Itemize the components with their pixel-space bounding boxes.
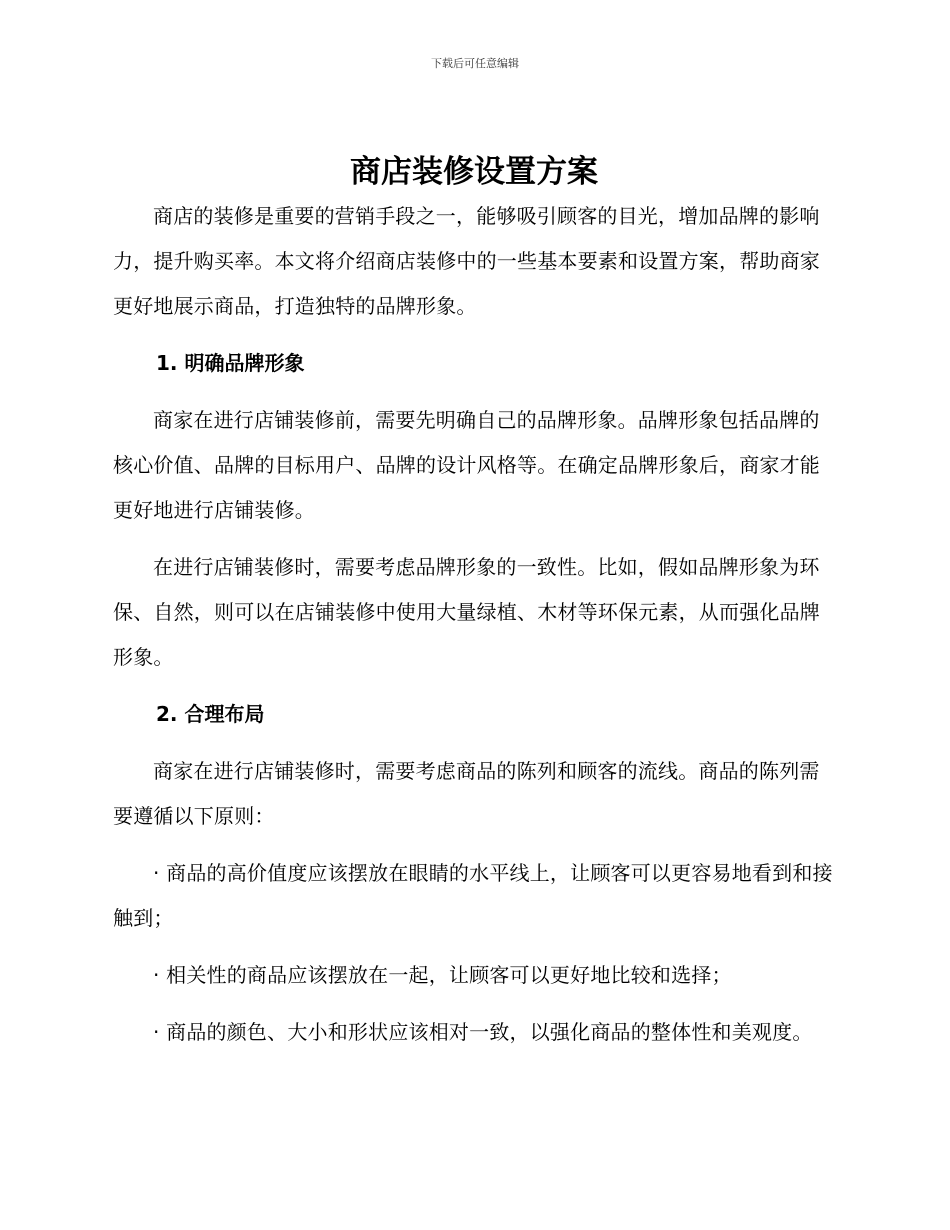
paragraph: 商家在进行店铺装修前，需要先明确自己的品牌形象。品牌形象包括品牌的核心价值、品牌的目标用户、品牌的设计风格等。在确定品牌形象后，商家才能更好地进行店铺装修。 <box>113 408 820 522</box>
header-note: 下载后可任意编辑 <box>431 57 519 70</box>
section-heading-layout: 2. 合理布局 <box>156 702 265 726</box>
intro-paragraph: 商店的装修是重要的营销手段之一，能够吸引顾客的目光，增加品牌的影响力，提升购买率。本文将介绍商店装修中的一些基本要素和设置方案，帮助商家更好地展示商品，打造独特的品牌形象。 <box>113 204 820 318</box>
document-title: 商店装修设置方案 <box>350 154 598 190</box>
list-item: · 商品的高价值度应该摆放在眼睛的水平线上，让顾客可以更容易地看到和接触到； <box>113 861 833 930</box>
paragraph: 在进行店铺装修时，需要考虑品牌形象的一致性。比如，假如品牌形象为环保、自然，则可以在店铺装修中使用大量绿植、木材等环保元素，从而强化品牌形象。 <box>113 555 820 669</box>
list-item: · 商品的颜色、大小和形状应该相对一致，以强化商品的整体性和美观度。 <box>153 1020 813 1044</box>
list-item: · 相关性的商品应该摆放在一起，让顾客可以更好地比较和选择； <box>153 963 732 987</box>
document-content <box>113 150 835 1055</box>
section-heading-brand-image: 1. 明确品牌形象 <box>156 351 305 375</box>
paragraph: 商家在进行店铺装修时，需要考虑商品的陈列和顾客的流线。商品的陈列需要遵循以下原则： <box>113 759 820 828</box>
